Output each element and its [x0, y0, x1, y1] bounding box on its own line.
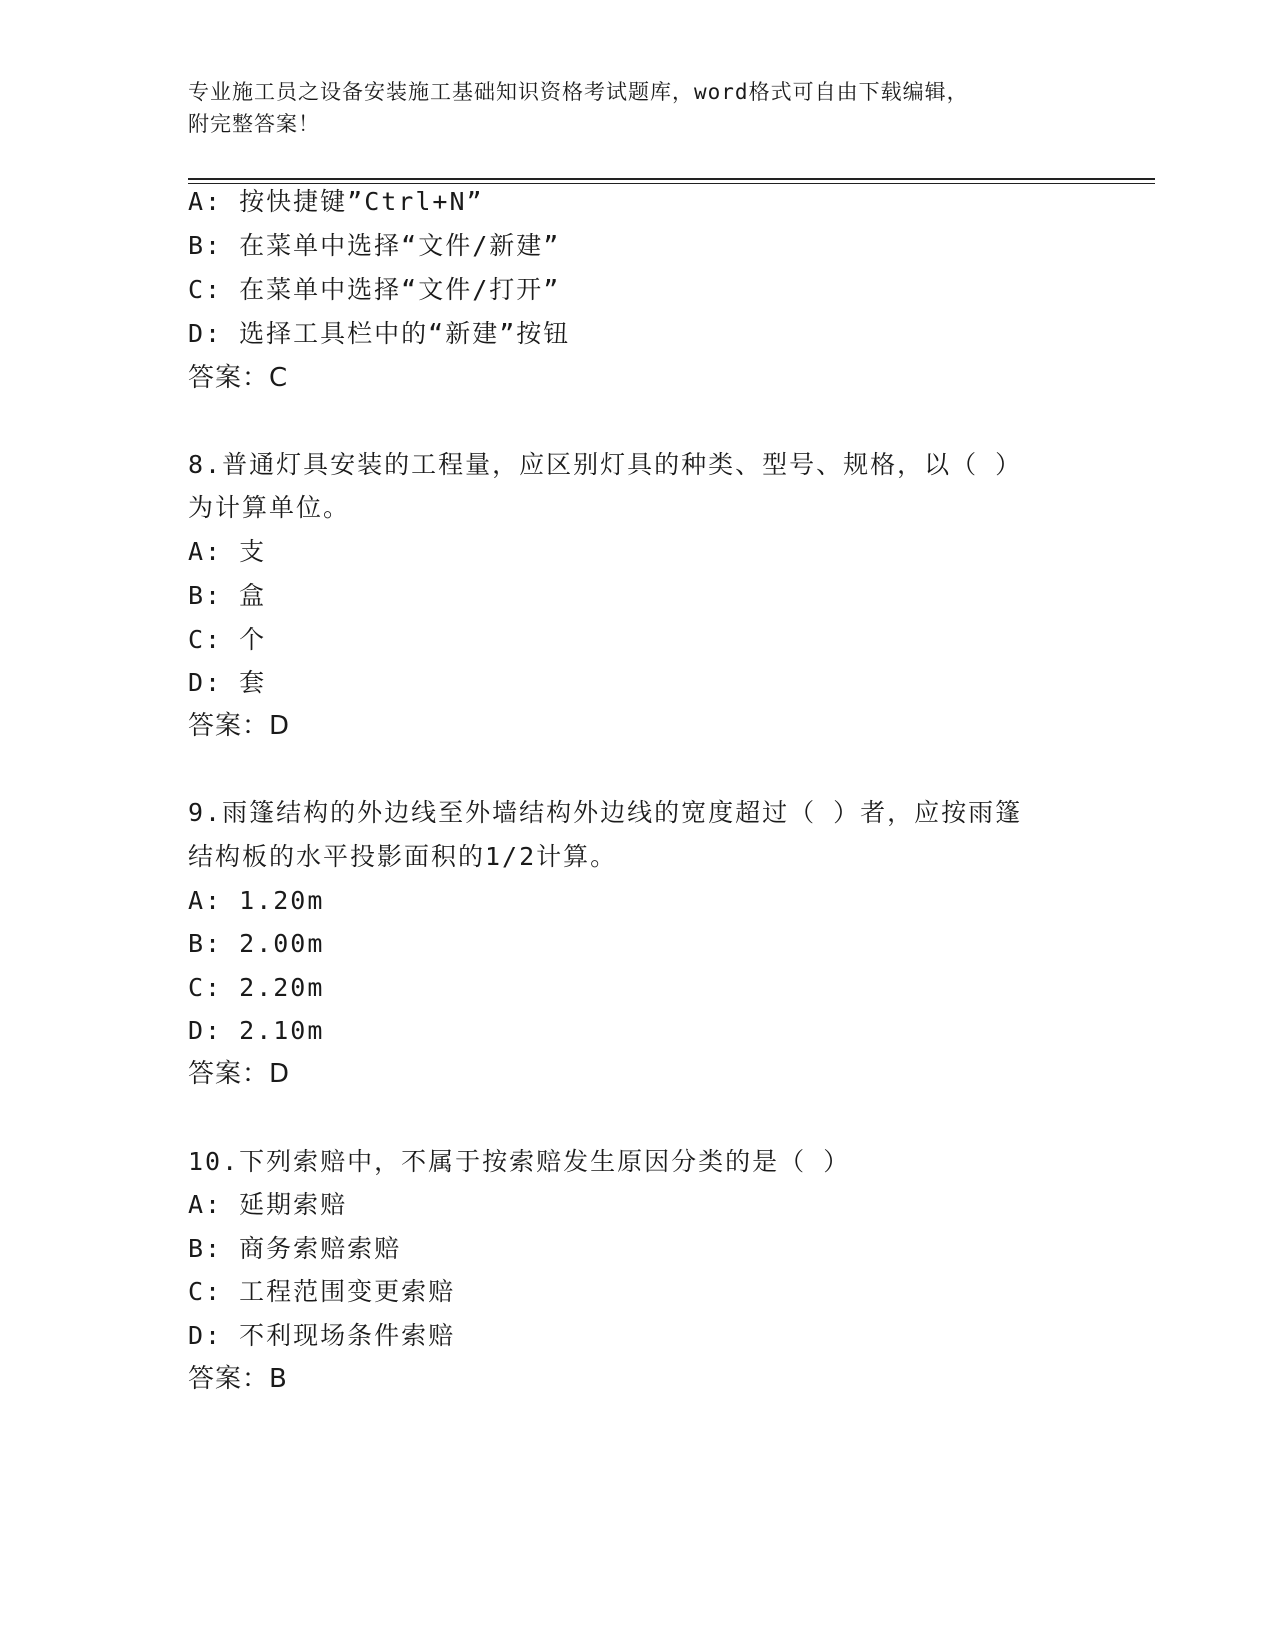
q9-stem-line-2: 结构板的水平投影面积的1/2计算。: [188, 842, 618, 871]
q9-option-d: D: 2.10m: [188, 1016, 325, 1045]
q8-option-b: B: 盒: [188, 581, 267, 610]
q10-option-d: D: 不利现场条件索赔: [188, 1321, 456, 1350]
q7-option-b: B: 在菜单中选择“文件/新建”: [188, 231, 561, 260]
header-title-line: 专业施工员之设备安装施工基础知识资格考试题库，word格式可自由下载编辑，: [188, 80, 969, 104]
q7-option-d: D: 选择工具栏中的“新建”按钮: [188, 319, 571, 348]
q8-option-a: A: 支: [188, 537, 267, 566]
q7-option-a: A: 按快捷键”Ctrl+N”: [188, 187, 484, 216]
q8-answer: 答案：D: [188, 711, 291, 741]
q8-option-c: C: 个: [188, 625, 267, 654]
q8-option-d: D: 套: [188, 668, 267, 697]
q7-option-c: C: 在菜单中选择“文件/打开”: [188, 275, 561, 304]
q8-stem-line-1: 8.普通灯具安装的工程量，应区别灯具的种类、型号、规格，以（ ）: [188, 450, 1023, 479]
document-header: [188, 76, 1078, 140]
q8-stem-line-2: 为计算单位。: [188, 493, 351, 522]
header-divider: [188, 178, 1155, 184]
q9-answer: 答案：D: [188, 1059, 291, 1089]
q10-option-c: C: 工程范围变更索赔: [188, 1277, 456, 1306]
q7-answer: 答案：C: [188, 363, 289, 393]
q9-stem-line-1: 9.雨篷结构的外边线至外墙结构外边线的宽度超过（ ）者，应按雨篷: [188, 798, 1023, 827]
q9-option-b: B: 2.00m: [188, 929, 325, 958]
q10-option-b: B: 商务索赔索赔: [188, 1234, 402, 1263]
q10-option-a: A: 延期索赔: [188, 1190, 348, 1219]
q10-answer: 答案：B: [188, 1364, 288, 1394]
q10-stem-line-1: 10.下列索赔中，不属于按索赔发生原因分类的是（ ）: [188, 1147, 851, 1176]
q9-option-c: C: 2.20m: [188, 973, 325, 1002]
header-subtitle-line: 附完整答案！: [188, 112, 320, 136]
q9-option-a: A: 1.20m: [188, 886, 325, 915]
